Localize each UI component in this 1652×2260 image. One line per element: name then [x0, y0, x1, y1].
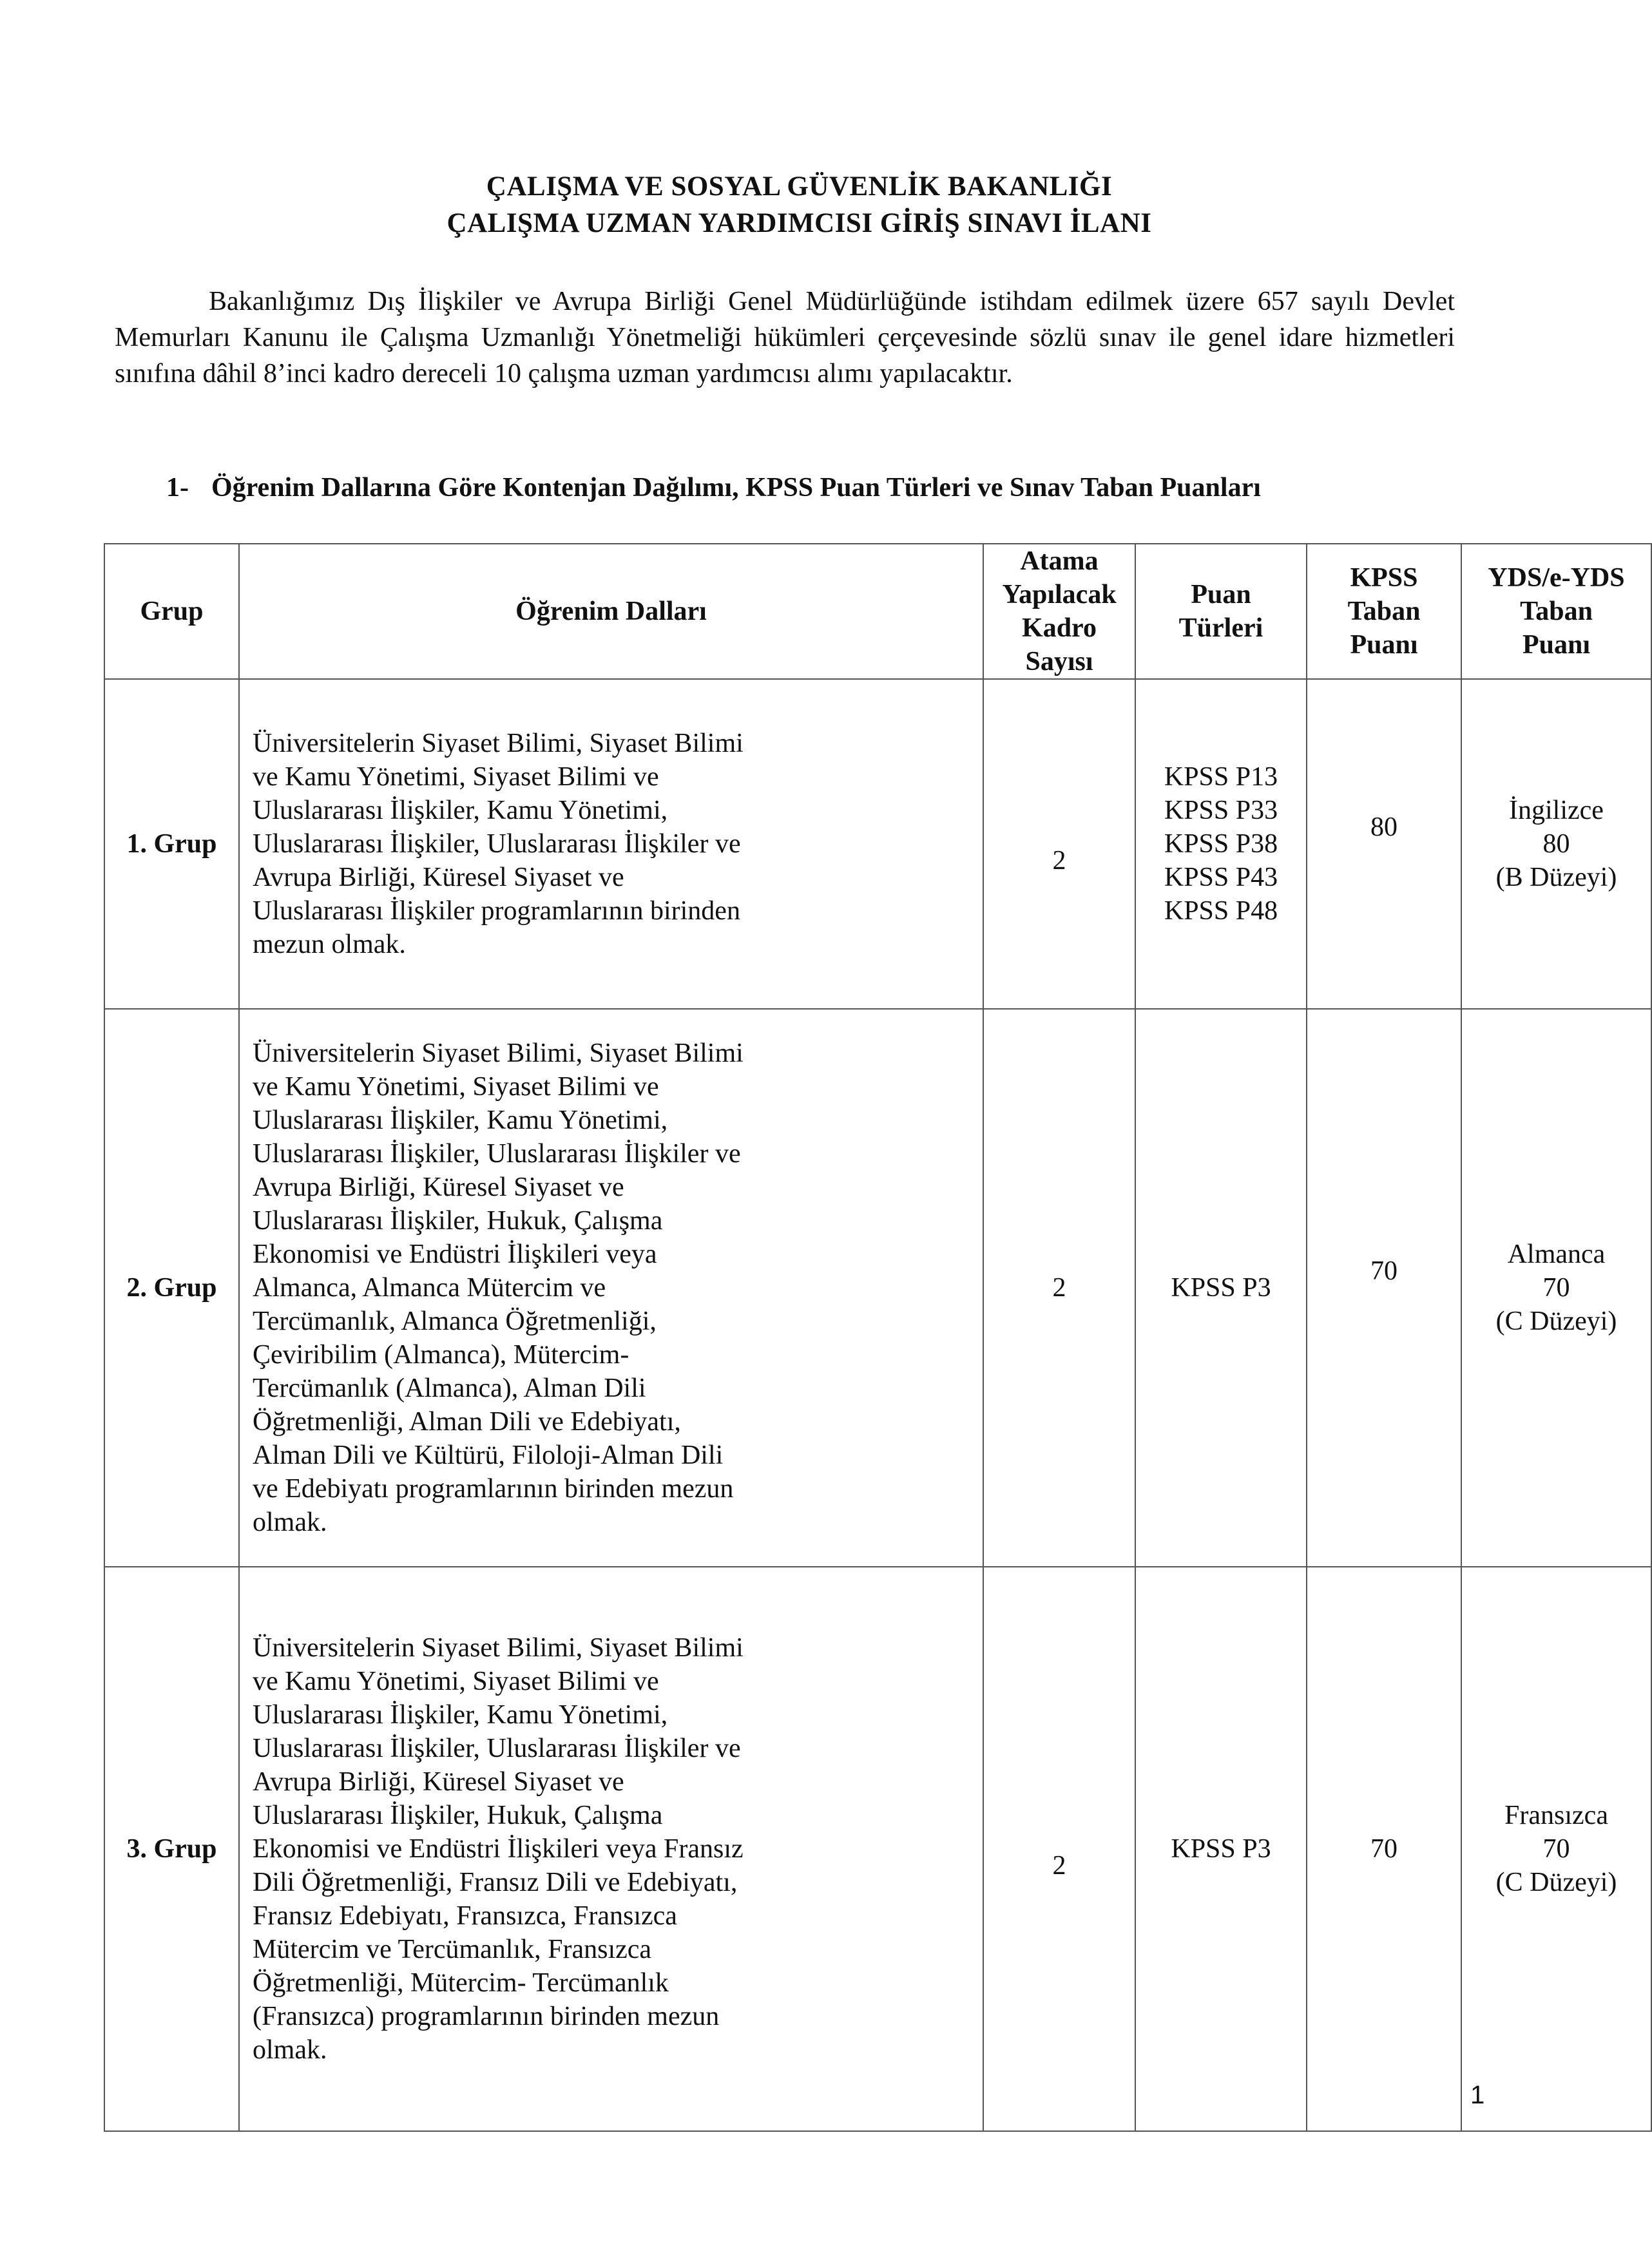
kadro-sayisi-cell	[983, 1009, 1135, 1567]
header-yds-line: Taban	[1520, 597, 1593, 626]
section-title: Öğrenim Dallarına Göre Kontenjan Dağılımı, KPSS Puan Türleri ve Sınav Taban Puanları	[211, 473, 1261, 503]
header-yds-line: YDS/e-YDS	[1488, 563, 1625, 593]
puan-line: KPSS P48	[1164, 896, 1278, 926]
ogrenim-line: Öğretmenliği, Alman Dili ve Edebiyatı,	[253, 1407, 681, 1437]
puan-line: KPSS P3	[1171, 1834, 1271, 1864]
ogrenim-line: Uluslararası İlişkiler, Kamu Yönetimi,	[253, 796, 668, 825]
yds-line: Almanca	[1507, 1240, 1606, 1269]
header-puan-turleri	[1135, 544, 1307, 679]
ogrenim-line: Üniversitelerin Siyaset Bilimi, Siyaset Bilimi	[253, 729, 744, 758]
ogrenim-line: Üniversitelerin Siyaset Bilimi, Siyaset Bilimi	[253, 1633, 744, 1663]
yds-line: İngilizce	[1509, 796, 1604, 825]
grup-cell: 3. Grup	[104, 1567, 239, 2131]
header-kadro-line: Kadro	[1022, 613, 1097, 643]
header-yds-taban-puani	[1461, 544, 1651, 679]
page-number: 1	[1470, 2081, 1485, 2109]
ogrenim-line: Almanca, Almanca Mütercim ve	[253, 1273, 606, 1303]
ogrenim-line: ve Kamu Yönetimi, Siyaset Bilimi ve	[253, 1072, 659, 1102]
ogrenim-line: Ekonomisi ve Endüstri İlişkileri veya Fransız	[253, 1834, 744, 1864]
kpss-taban-cell	[1307, 679, 1461, 1009]
table-row	[104, 1009, 1651, 1567]
header-kpss-taban-puani	[1307, 544, 1461, 679]
kpss-value: 70	[1370, 1834, 1397, 1864]
header-grup: Grup	[104, 544, 239, 679]
ogrenim-dallari-cell	[239, 1567, 983, 2131]
section-number: 1-	[166, 473, 189, 503]
ogrenim-line: Avrupa Birliği, Küresel Siyaset ve	[253, 863, 624, 892]
kadro-value: 2	[1052, 846, 1066, 876]
puan-line: KPSS P13	[1164, 762, 1278, 792]
yds-line: 70	[1542, 1273, 1570, 1303]
puan-line: KPSS P38	[1164, 829, 1278, 859]
header-kadro-line: Sayısı	[1025, 647, 1093, 676]
puan-line: KPSS P33	[1164, 796, 1278, 825]
ogrenim-line: Ekonomisi ve Endüstri İlişkileri veya	[253, 1240, 657, 1269]
intro-text: Bakanlığımız Dış İlişkiler ve Avrupa Birliği Genel Müdürlüğünde istihdam edilmek üzere 657 sayılı Devlet Memurları Kanunu ile Çalışma Uzmanlığı Yönetmeliği hükümleri çerçevesinde sözlü sınav ile genel idare hizmetleri sınıfına dâhil 8’inci kadro dereceli 10 çalışma uzman yardımcısı alımı yapılacaktır.	[115, 287, 1455, 388]
yds-taban-cell	[1461, 1567, 1651, 2131]
puan-line: KPSS P3	[1171, 1273, 1271, 1303]
header-kadro-line: Atama	[1020, 546, 1099, 576]
yds-line: Fransızca	[1504, 1801, 1608, 1830]
puan-turleri-cell	[1135, 1009, 1307, 1567]
ogrenim-line: ve Edebiyatı programlarının birinden mezun	[253, 1474, 734, 1504]
header-puan-line: Türleri	[1178, 613, 1263, 643]
header-ogrenim-dallari: Öğrenim Dalları	[239, 544, 983, 679]
ogrenim-line: Uluslararası İlişkiler, Uluslararası İlişkiler ve	[253, 1139, 741, 1169]
document-title-line2: ÇALIŞMA UZMAN YARDIMCISI GİRİŞ SINAVI İLANI	[447, 208, 1152, 238]
kadro-sayisi-cell	[983, 679, 1135, 1009]
ogrenim-line: Avrupa Birliği, Küresel Siyaset ve	[253, 1767, 624, 1797]
ogrenim-line: Uluslararası İlişkiler, Hukuk, Çalışma	[253, 1801, 663, 1830]
ogrenim-line: Öğretmenliği, Mütercim- Tercümanlık	[253, 1968, 669, 1998]
ogrenim-line: Fransız Edebiyatı, Fransızca, Fransızca	[253, 1901, 677, 1931]
table-row	[104, 679, 1651, 1009]
ogrenim-line: Uluslararası İlişkiler, Uluslararası İlişkiler ve	[253, 829, 741, 859]
yds-taban-cell	[1461, 679, 1651, 1009]
intro-paragraph	[115, 283, 1455, 392]
header-kpss-line: Taban	[1347, 597, 1421, 626]
quota-table	[104, 543, 1652, 2132]
ogrenim-line: Avrupa Birliği, Küresel Siyaset ve	[253, 1173, 624, 1202]
ogrenim-line: ve Kamu Yönetimi, Siyaset Bilimi ve	[253, 1667, 659, 1696]
ogrenim-line: Uluslararası İlişkiler, Hukuk, Çalışma	[253, 1206, 663, 1236]
yds-line: (C Düzeyi)	[1495, 1868, 1617, 1897]
ogrenim-line: Çeviribilim (Almanca), Mütercim-	[253, 1340, 629, 1370]
yds-line: 70	[1542, 1834, 1570, 1864]
kpss-taban-cell	[1307, 1009, 1461, 1567]
puan-line: KPSS P43	[1164, 863, 1278, 892]
yds-line: 80	[1542, 829, 1570, 859]
header-kadro-sayisi	[983, 544, 1135, 679]
ogrenim-line: Dili Öğretmenliği, Fransız Dili ve Edebiyatı,	[253, 1868, 738, 1897]
header-yds-line: Puanı	[1522, 630, 1591, 660]
kpss-taban-cell	[1307, 1567, 1461, 2131]
grup-cell: 1. Grup	[104, 679, 239, 1009]
ogrenim-dallari-cell	[239, 1009, 983, 1567]
ogrenim-line: Uluslararası İlişkiler, Kamu Yönetimi,	[253, 1700, 668, 1730]
kpss-value: 70	[1370, 1256, 1397, 1286]
kpss-value: 80	[1370, 812, 1397, 842]
yds-line: (B Düzeyi)	[1495, 863, 1617, 892]
yds-line: (C Düzeyi)	[1495, 1307, 1617, 1336]
ogrenim-line: olmak.	[253, 1508, 327, 1537]
ogrenim-line: mezun olmak.	[253, 930, 406, 959]
ogrenim-dallari-cell	[239, 679, 983, 1009]
kadro-sayisi-cell	[983, 1567, 1135, 2131]
document-title-line1: ÇALIŞMA VE SOSYAL GÜVENLİK BAKANLIĞI	[486, 171, 1113, 202]
header-kpss-line: KPSS	[1350, 563, 1418, 593]
ogrenim-line: Alman Dili ve Kültürü, Filoloji-Alman Dili	[253, 1441, 724, 1470]
section-heading	[166, 472, 1261, 503]
kadro-value: 2	[1052, 1273, 1066, 1303]
kadro-value: 2	[1052, 1851, 1066, 1881]
ogrenim-line: ve Kamu Yönetimi, Siyaset Bilimi ve	[253, 762, 659, 792]
puan-turleri-cell	[1135, 679, 1307, 1009]
yds-taban-cell	[1461, 1009, 1651, 1567]
ogrenim-line: olmak.	[253, 2035, 327, 2065]
ogrenim-line: Uluslararası İlişkiler programlarının birinden	[253, 896, 740, 926]
header-kpss-line: Puanı	[1350, 630, 1418, 660]
ogrenim-line: Üniversitelerin Siyaset Bilimi, Siyaset Bilimi	[253, 1039, 744, 1068]
grup-cell: 2. Grup	[104, 1009, 239, 1567]
header-kadro-line: Yapılacak	[1002, 580, 1117, 609]
ogrenim-line: Mütercim ve Tercümanlık, Fransızca	[253, 1935, 652, 1964]
header-puan-line: Puan	[1191, 580, 1251, 609]
ogrenim-line: Uluslararası İlişkiler, Uluslararası İlişkiler ve	[253, 1734, 741, 1763]
ogrenim-line: Tercümanlık (Almanca), Alman Dili	[253, 1374, 646, 1403]
ogrenim-line: Tercümanlık, Almanca Öğretmenliği,	[253, 1307, 657, 1336]
table-row	[104, 1567, 1651, 2131]
table-header-row	[104, 544, 1651, 679]
ogrenim-line: (Fransızca) programlarının birinden mezun	[253, 2002, 720, 2031]
ogrenim-line: Uluslararası İlişkiler, Kamu Yönetimi,	[253, 1106, 668, 1135]
puan-turleri-cell	[1135, 1567, 1307, 2131]
